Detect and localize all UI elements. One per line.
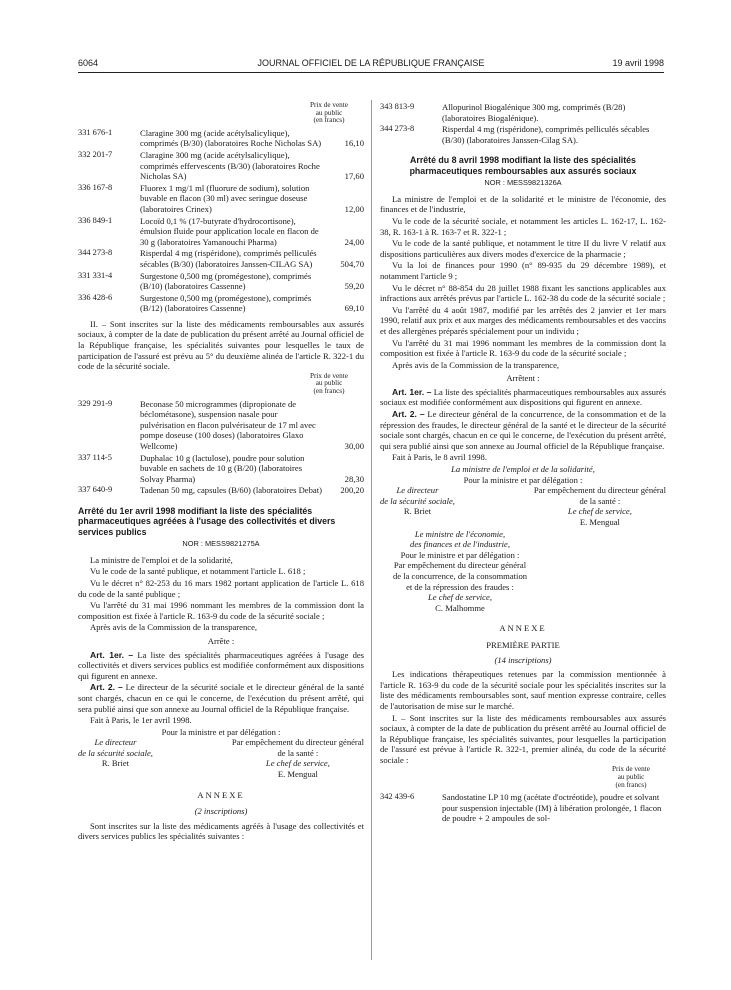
drug-entry: 342 439-6 Sandostatine LP 10 mg (acétate d'octréotide), poudre et solvant pour suspension injectable (IM) à libération prolongée, 1 flacon de poudre + 2 ampoules de sol- bbox=[380, 792, 662, 824]
fait-a-paris: Fait à Paris, le 8 avril 1998. bbox=[392, 452, 487, 463]
issue-date: 19 avril 1998 bbox=[612, 58, 664, 68]
drug-entry: 344 273-8 Risperdal 4 mg (rispéridone), comprimés pelliculés sécables (B/30) (laboratoires Janssen-Cilag SA). bbox=[380, 124, 650, 145]
signature-right: Par empêchement du directeur général de la santé : Le chef de service, E. Mengual bbox=[231, 737, 364, 780]
page-number: 6064 bbox=[78, 58, 99, 68]
arrete-label: Arrête : bbox=[207, 635, 235, 646]
visa-line: Vu l'arrêté du 4 août 1987, modifié par les arrêtés des 2 janvier et 1er mars 1990, relatif aux prix et aux marges des médicaments remboursables et des vaccins et des allergènes préparés spécialement pour un individu ; bbox=[380, 304, 666, 336]
drug-entry: 336 849-1 Locoïd 0,1 % (17-butyrate d'hydrocortisone), émulsion fluide pour application locale en flacon de 30 g (laboratoires Yamanouchi Pharma) 24,00 bbox=[78, 215, 364, 247]
price-header: Prix de vente au public (en francs) bbox=[310, 371, 348, 396]
signatures bbox=[380, 485, 666, 527]
drug-entry: 336 167-8 Fluorex 1 mg/1 ml (fluorure de sodium), solution buvable en flacon (30 ml) avec seringue doseuse (laboratoires Crinex) 12,00 bbox=[78, 182, 364, 214]
nor-reference: NOR : MESS9821326A bbox=[484, 178, 562, 188]
ministre-economie: Le ministre de l'économie, des finances et de l'industrie, Pour le ministre et par délégation : Par empêchement du directeur général de la concurrence, de la consommation et de la répression des fraudes : Le chef de service, C. Malhomme bbox=[392, 528, 528, 613]
drug-entry: 332 201-7 Claragine 300 mg (acide acétylsalicylique), comprimés effervescents (B/30) (laboratoires Roche Nicholas SA) 17,60 bbox=[78, 149, 364, 182]
arretent-label: Arrêtent : bbox=[506, 373, 540, 384]
right-column bbox=[380, 102, 666, 825]
delegation-line: Pour la ministre et par délégation : bbox=[463, 474, 583, 485]
visa-line: La ministre de l'emploi et de la solidarité, bbox=[90, 554, 233, 565]
closing-paragraph: Sont inscrites sur la liste des médicaments agréés à l'usage des collectivités et divers services publics les spécialités suivantes : bbox=[78, 820, 364, 842]
article-2: Art. 2. – Le directeur général de la concurrence, de la consommation et de la répression des fraudes, le directeur général de la santé et le directeur de la sécurité sociale sont chargés, chacun en ce qui le concerne, de l'exécution du présent arrêté, qui sera publié ainsi que son annexe au Journal officiel de la République française. bbox=[380, 409, 666, 451]
visa-line: Vu l'arrêté du 31 mai 1996 nommant les membres de la commission dont la composition est fixée à l'article R. 163-9 du code de la sécurité sociale ; bbox=[78, 600, 364, 621]
drug-entry: 337 640-9 Tadenan 50 mg, capsules (B/60) (laboratoires Debat) 200,20 bbox=[78, 485, 364, 496]
drug-entry: 331 676-1 Claragine 300 mg (acide acétylsalicylique), comprimés (B/30) (laboratoires Roche Nicholas SA) 16,10 bbox=[78, 127, 364, 149]
drug-entry: 344 273-8 Risperdal 4 mg (rispéridone), comprimés pelliculés sécables (B/30) (laboratoires Janssen-CILAG SA) 504,70 bbox=[78, 248, 364, 269]
page-header bbox=[78, 58, 664, 72]
signatures bbox=[78, 737, 364, 779]
inscriptions-count: (2 inscriptions) bbox=[194, 806, 248, 817]
delegation-line: Pour la ministre et par délégation : bbox=[161, 726, 281, 737]
arrete-title: Arrêté du 1er avril 1998 modifiant la liste des spécialités pharmaceutiques agréées à l'usage des collectivités et divers services publics bbox=[78, 505, 336, 537]
journal-title: JOURNAL OFFICIEL DE LA RÉPUBLIQUE FRANÇAISE bbox=[257, 58, 485, 68]
article-1: Art. 1er. – La liste des spécialités pharmaceutiques remboursables aux assurés sociaux est modifiée conformément aux dispositions qui figurent en annexe. bbox=[380, 386, 666, 408]
premiere-partie: PREMIÈRE PARTIE bbox=[486, 639, 560, 650]
column-divider bbox=[371, 100, 372, 960]
drug-entry: 343 813-9 Allopurinol Biogalénique 300 mg, comprimés (B/28) (laboratoires Biogalénique). bbox=[380, 102, 626, 123]
ministre-line: La ministre de l'emploi et de la solidarité, bbox=[451, 464, 595, 475]
drug-entry: 331 331-4 Surgestone 0,500 mg (promégestone), comprimés (B/10) (laboratoires Cassenne) 59,20 bbox=[78, 270, 364, 292]
indications-paragraph: Les indications thérapeutiques retenues par la commission mentionnée à l'article R. 163-9 du code de la sécurité sociale pour les spécialités inscrites sur la liste des médicaments remboursables sont, sauf mention expresse contraire, celles de l'autorisation de mise sur le marché. bbox=[380, 669, 666, 711]
price-header: Prix de vente au public (en francs) bbox=[612, 765, 650, 789]
drug-entry: 329 291-9 Beconase 50 microgrammes (dipropionate de béclométasone), suspension nasale pour pulvérisation en flacon pulvérisateur de 17 ml avec pompe doseuse (100 doses) (laboratoires Glaxo Wellcome) 30,00 bbox=[78, 398, 364, 451]
visa-line: Vu le code de la santé publique, et notamment le titre II du livre V relatif aux dispositions particulières aux divers modes d'exercice de la pharmacie ; bbox=[380, 238, 666, 259]
visa-line: Vu le décret n° 88-854 du 28 juillet 1988 fixant les sanctions applicables aux infractions aux arrêtés prévus par l'article L. 162-38 du code de la sécurité sociale ; bbox=[380, 282, 666, 304]
arrete-title: Arrêté du 8 avril 1998 modifiant la liste des spécialités pharmaceutiques remboursables aux assurés sociaux bbox=[409, 155, 637, 176]
paragraph-i: I. – Sont inscrites sur la liste des médicaments remboursables aux assurés sociaux, à compter de la date de publication du présent arrêté au Journal officiel de la République française, les spécialités suivantes, pour lesquelles la participation de l'assuré est prévue à l'article R. 322-1, premier alinéa, du code de la sécurité sociale : bbox=[380, 712, 666, 765]
signature-right: Par empêchement du directeur général de la santé : Le chef de service, E. Mengual bbox=[533, 485, 666, 527]
visa-line: Après avis de la Commission de la transparence, bbox=[392, 359, 560, 370]
annexe-heading: ANNEXE bbox=[197, 789, 245, 800]
signature-left: Le directeur de la sécurité sociale, R. Briet bbox=[380, 485, 455, 517]
drug-entry: 337 114-5 Duphalac 10 g (lactulose), poudre pour solution buvable en sachets de 10 g (B/20) (laboratoires Solvay Pharma) 28,30 bbox=[78, 452, 364, 484]
visa-line: Vu le décret n° 82-253 du 16 mars 1982 portant application de l'article L. 618 du code de la santé publique ; bbox=[78, 577, 364, 599]
visa-line: Après avis de la Commission de la transparence, bbox=[90, 622, 258, 633]
visa-line: Vu le code de la santé publique, et notamment l'article L. 618 ; bbox=[90, 566, 306, 577]
nor-reference: NOR : MESS9821275A bbox=[182, 539, 260, 549]
header-rule bbox=[78, 72, 664, 73]
visa-line: Vu la loi de finances pour 1990 (n° 89-935 du 29 décembre 1989), et notamment l'article 9 ; bbox=[380, 260, 666, 281]
annexe-heading: ANNEXE bbox=[499, 623, 547, 634]
fait-a-paris: Fait à Paris, le 1er avril 1998. bbox=[90, 715, 192, 726]
article-1: Art. 1er. – La liste des spécialités pharmaceutiques agréées à l'usage des collectivités et divers services publics est modifiée conformément aux dispositions qui figurent en annexe. bbox=[78, 649, 365, 681]
inscriptions-count: (14 inscriptions) bbox=[494, 654, 552, 665]
visa-line: La ministre de l'emploi et de la solidarité et le ministre de l'économie, des finances et de l'industrie, bbox=[380, 193, 666, 215]
price-header: Prix de vente au public (en francs) bbox=[310, 101, 348, 125]
drug-entry: 336 428-6 Surgestone 0,500 mg (promégestone), comprimés (B/12) (laboratoires Cassenne) 69,10 bbox=[78, 292, 364, 314]
visa-line: Vu le code de la sécurité sociale, et notamment les articles L. 162-17, L. 162-38, R. 163-1 à R. 163-7 et R. 322-1 ; bbox=[380, 215, 666, 237]
visa-line: Vu l'arrêté du 31 mai 1996 nommant les membres de la commission dont la composition est fixée à l'article R. 163-9 du code de la sécurité sociale ; bbox=[380, 337, 666, 359]
signature-left: Le directeur de la sécurité sociale, R. Briet bbox=[78, 737, 153, 769]
paragraph-ii: II. – Sont inscrites sur la liste des médicaments remboursables aux assurés sociaux, à compter de la date de publication du présent arrêté au Journal officiel de la République française, les spécialités suivantes pour lesquelles le taux de participation de l'assuré est prévu au 5° du deuxième alinéa de l'article R. 322-1 du code de la sécurité sociale. bbox=[78, 318, 364, 372]
left-column bbox=[78, 102, 364, 843]
article-2: Art. 2. – Le directeur de la sécurité sociale et le directeur général de la santé sont chargés, chacun en ce qui le concerne, de l'exécution du présent arrêté, qui sera publié ainsi que son annexe au Journal officiel de la République française. bbox=[78, 682, 364, 714]
